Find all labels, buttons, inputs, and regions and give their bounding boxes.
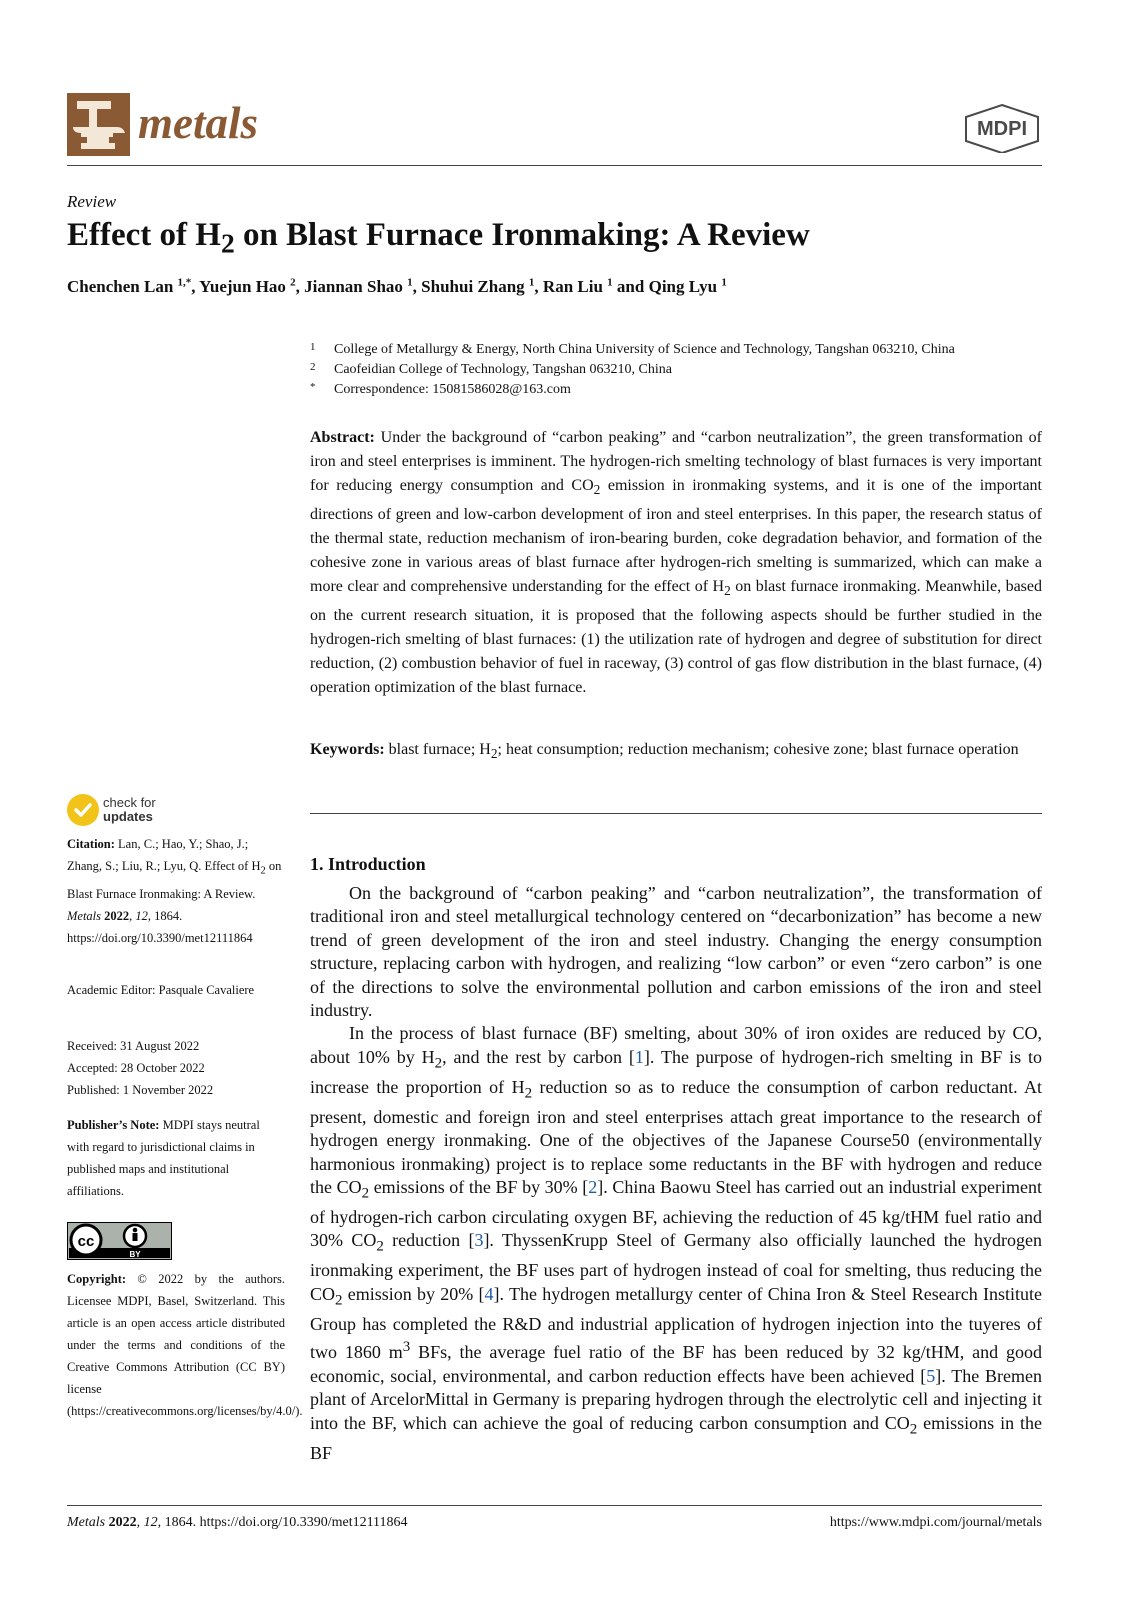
check-updates-label: updates [103, 809, 153, 824]
cc-by-license-icon [67, 1222, 172, 1260]
author: Qing Lyu $^1$ [648, 276, 727, 296]
academic-editor: Academic Editor: Pasquale Cavaliere [67, 983, 255, 997]
paragraph: On the background of “carbon peaking” and “carbon neutralization”, the transformation of traditional iron and steel metallurgical technology centered on “decarbonization” has become a new trend of green development of the iron and steel industry. Changing the energy consumption structure, replacing carbon with hydrogen, and realizing “low carbon” or even “zero carbon” is one of the directions to solve the environmental pollution and carbon emissions of the iron and steel industry. [310, 883, 1042, 1021]
article-type: Review [67, 192, 117, 211]
mdpi-logo-icon [962, 103, 1042, 153]
section-heading: 1. Introduction [310, 854, 426, 874]
author: Chenchen Lan $^{1,*}$, [67, 276, 200, 296]
anvil-logo-icon [67, 93, 130, 156]
affiliation-item: 2 Caofeidian College of Technology, Tangshan 063210, China [310, 361, 672, 377]
abstract: Abstract: Under the background of “carbon peaking” and “carbon neutralization”, the green transformation of iron and steel enterprises is imminent. The hydrogen-rich smelting technology of blast furnaces is very important for reducing energy consumption and $CO_2$ emission in ironmaking systems, and it is one of the important directions of green and low-carbon development of iron and steel enterprises. In this paper, the research status of the thermal state, reduction mechanism of iron-bearing burden, coke degradation behavior, and formation of the cohesive zone in various areas of blast furnace after hydrogen-rich smelting is summarized, which can make a more clear and comprehensive understanding for the effect of $H_2$ on blast furnace ironmaking. Meanwhile, based on the current research situation, it is proposed that the following aspects should be further studied in the hydrogen-rich smelting of blast furnaces: (1) the utilization rate of hydrogen and degree of substitution for direct reduction, (2) combustion behavior of fuel in raceway, (3) control of gas flow distribution in the blast furnace, (4) operation optimization of the blast furnace. [310, 429, 1043, 697]
header-divider [67, 165, 1042, 166]
reference-link[interactable]: 1 [634, 1046, 644, 1067]
cc-by-text: BY [129, 1250, 141, 1259]
keywords: Keywords: blast furnace; $H_2$; heat consumption; reduction mechanism; cohesive zone; blast furnace operation [310, 741, 1019, 762]
publisher-note: Publisher’s Note: MDPI stays neutral with regard to jurisdictional claims in published maps and institutional affiliations. [67, 1118, 260, 1198]
author: Shuhui Zhang $^1$, [421, 276, 543, 296]
paragraph: In the process of blast furnace (BF) smelting, about 30% of iron oxides are reduced by CO, about 10% by $H_2$, and the rest by carbon [1]. The purpose of hydrogen-rich smelting in BF is to increase the proportion of $H_2$ reduction so as to reduce the consumption of carbon reductant. At present, domestic and foreign iron and steel enterprises attach great importance to the research of hydrogen energy ironmaking. One of the objectives of the Japanese Course50 (environmentally harmonious ironmaking) project is to replace some reductants in the BF with hydrogen and reduce the $CO_2$ emissions of the BF by 30% [2]. China Baowu Steel has carried out an industrial experiment of hydrogen-rich carbon circulating oxygen BF, achieving the reduction of 45 kg/tHM fuel ratio and 30% $CO_2$ reduction [3]. ThyssenKrupp Steel of Germany also officially launched the hydrogen ironmaking experiment, the BF uses part of hydrogen instead of coal for smelting, thus reducing the $CO_2$ emission by 20% [4]. The hydrogen metallurgy center of China Iron & Steel Research Institute Group has completed the R&D and industrial application of hydrogen injection into the tuyeres of two 1860 $m^3$ BFs, the average fuel ratio of the BF has been reduced by 32 kg/tHM, and good economic, social, environmental, and carbon reduction effects have been achieved [5]. The Bremen plant of ArcelorMittal in Germany is preparing hydrogen through the electrolytic cell and injecting it into the BF, which can achieve the goal of reducing carbon consumption and $CO_2$ emissions in the BF [310, 1023, 1043, 1463]
published-date: Published: 1 November 2022 [67, 1083, 214, 1097]
author-list [67, 276, 727, 297]
received-date: Received: 31 August 2022 [67, 1039, 200, 1053]
affiliations [310, 340, 1045, 400]
author: Ran Liu $^1$ and [542, 276, 649, 296]
check-for-updates-button[interactable] [67, 794, 207, 830]
journal-name: metals [138, 98, 258, 148]
author: Jiannan Shao $^1$, [304, 276, 422, 296]
check-updates-label: check for [103, 795, 156, 810]
reference-link[interactable]: 5 [926, 1365, 936, 1386]
reference-link[interactable]: 2 [588, 1177, 598, 1198]
checkmark-icon [67, 794, 99, 826]
article-title: Effect of $H_2$ on Blast Furnace Ironmaking: A Review [67, 217, 810, 259]
footer-citation: Metals 2022, 12, 1864. https://doi.org/10.3390/met12111864 [67, 1515, 408, 1530]
reference-link[interactable]: 3 [474, 1230, 484, 1251]
footer-divider [67, 1505, 1042, 1506]
journal-header [67, 93, 1042, 157]
svg-text:cc: cc [77, 1233, 95, 1250]
affiliation-item: * Correspondence: 15081586028@163.com [310, 381, 571, 397]
body-text [310, 882, 1042, 1465]
journal-url[interactable]: https://www.mdpi.com/journal/metals [829, 1515, 1042, 1530]
accepted-date: Accepted: 28 October 2022 [67, 1061, 205, 1075]
section-divider [310, 813, 1042, 814]
publisher-name: MDPI [977, 118, 1027, 140]
copyright: Copyright: © 2022 by the authors. Licensee MDPI, Basel, Switzerland. This article is an open access article distributed under the terms and conditions of the Creative Commons Attribution (CC BY) license (https://creativecommons.org/licenses/by/4.0/). [67, 1272, 303, 1418]
author: Yuejun Hao $^2$, [199, 276, 305, 296]
citation: Citation: Lan, C.; Hao, Y.; Shao, J.; Zhang, S.; Liu, R.; Lyu, Q. Effect of $H_2$ on Blast Furnace Ironmaking: A Review. Metals 2022, 12, 1864. https://doi.org/10.3390/met12111864 [67, 837, 282, 945]
reference-link[interactable]: 4 [484, 1283, 494, 1304]
affiliation-item: 1 College of Metallurgy & Energy, North China University of Science and Technology, Tangshan 063210, China [310, 341, 955, 357]
